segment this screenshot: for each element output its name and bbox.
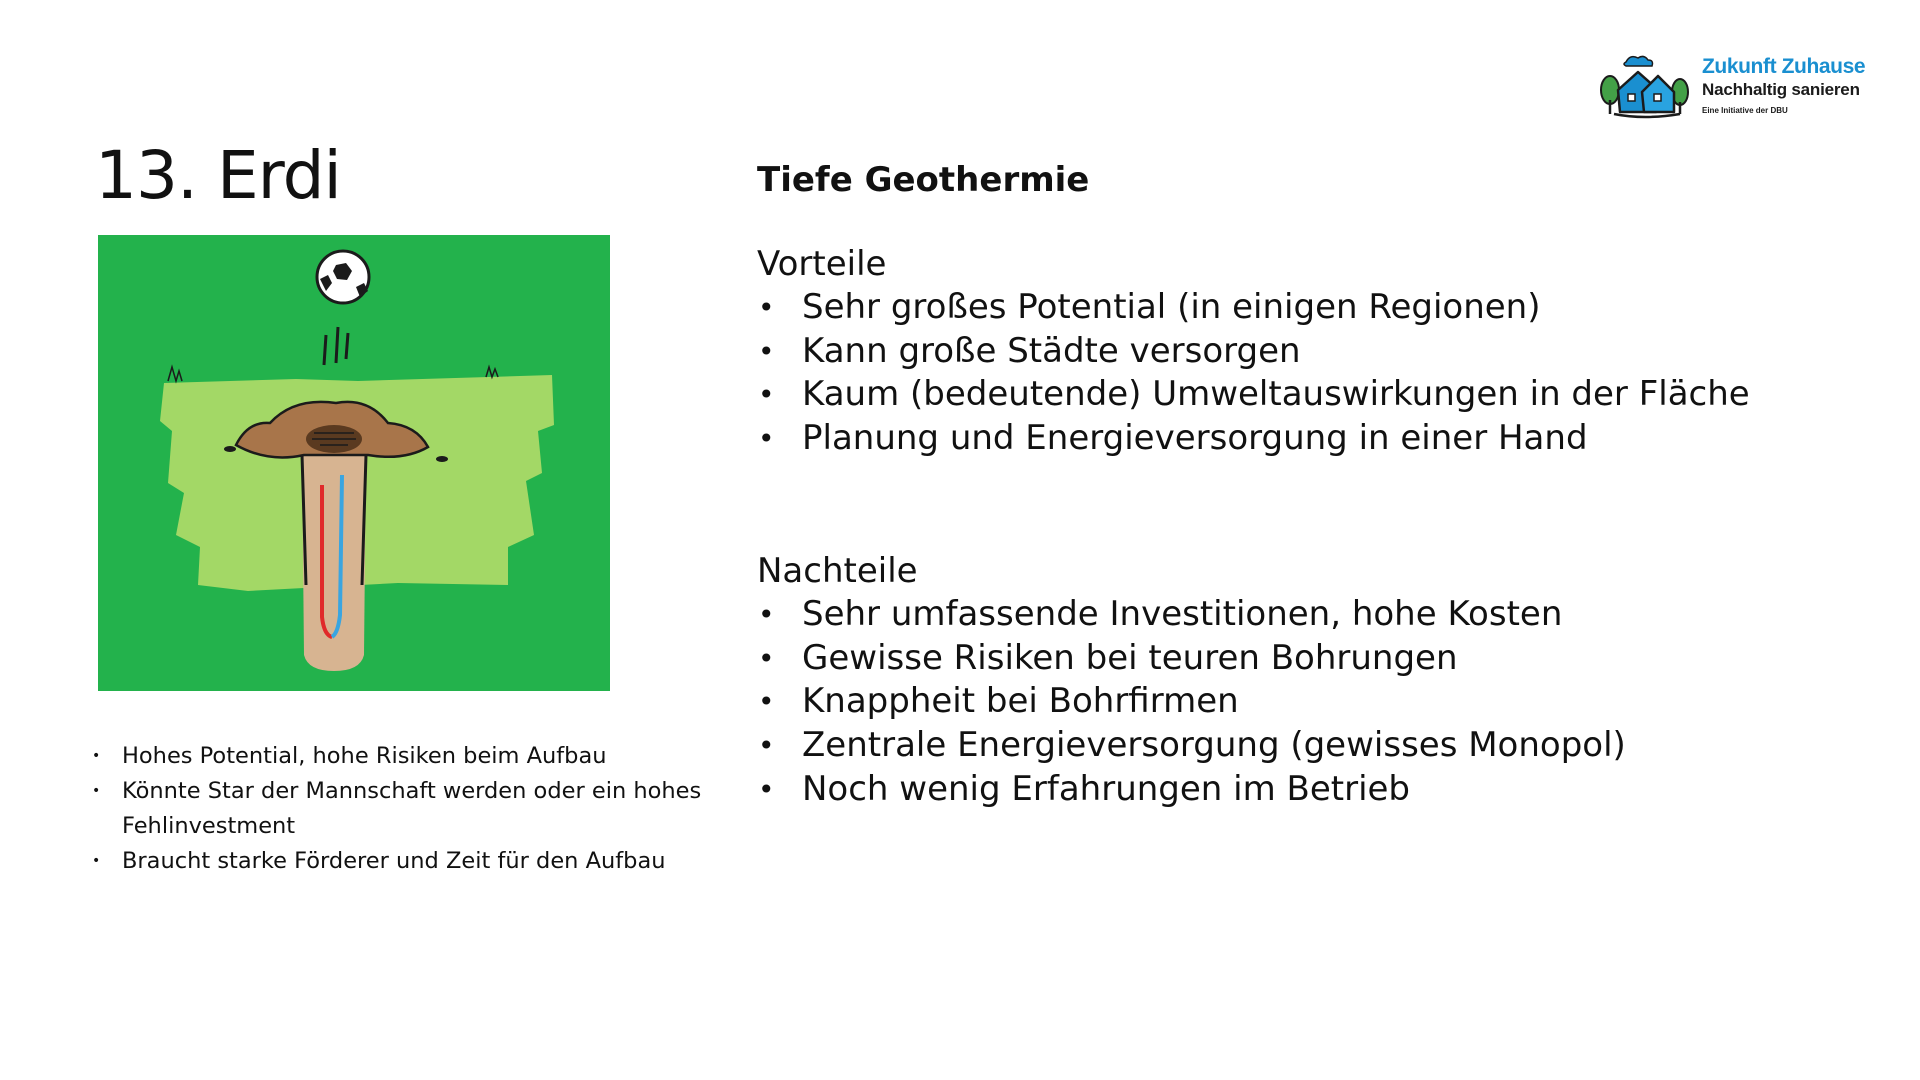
- pros-item: • Planung und Energieversorgung in einer Hand: [757, 417, 1817, 461]
- soccer-ball-icon: [317, 251, 369, 303]
- cons-item: • Noch wenig Erfahrungen im Betrieb: [757, 768, 1817, 812]
- pros-item: • Kann große Städte versorgen: [757, 330, 1817, 374]
- pros-list: [757, 286, 1817, 461]
- pros-item: • Sehr großes Potential (in einigen Regionen): [757, 286, 1817, 330]
- logo-tagline: Eine Initiative der DBU: [1702, 106, 1788, 115]
- list-item: • Könnte Star der Mannschaft werden oder ein hohes Fehlinvestment: [90, 774, 730, 844]
- list-item: • Hohes Potential, hohe Risiken beim Aufbau: [90, 739, 730, 774]
- cons-label: Nachteile: [757, 550, 918, 591]
- cons-item: • Knappheit bei Bohrfirmen: [757, 680, 1817, 724]
- cons-item: • Zentrale Energieversorgung (gewisses Monopol): [757, 724, 1817, 768]
- cons-list: [757, 593, 1817, 812]
- logo-title: Zukunft Zuhause: [1702, 55, 1866, 78]
- cons-item: • Sehr umfassende Investitionen, hohe Kosten: [757, 593, 1817, 637]
- cons-item: • Gewisse Risiken bei teuren Bohrungen: [757, 637, 1817, 681]
- pros-item: • Kaum (bedeutende) Umweltauswirkungen in der Fläche: [757, 373, 1817, 417]
- section-heading: Tiefe Geothermie: [757, 160, 1090, 200]
- geothermie-illustration: [98, 235, 610, 691]
- list-item: • Braucht starke Förderer und Zeit für den Aufbau: [90, 844, 730, 879]
- borehole-shaft: [302, 455, 366, 671]
- slide-title: 13. Erdi: [95, 137, 341, 214]
- left-notes-list: [90, 739, 730, 879]
- logo-subtitle: Nachhaltig sanieren: [1702, 80, 1860, 99]
- main-content: [757, 158, 1817, 811]
- pros-label: Vorteile: [757, 244, 887, 284]
- houses-logo-icon: [1598, 50, 1690, 122]
- logo: [1598, 50, 1866, 125]
